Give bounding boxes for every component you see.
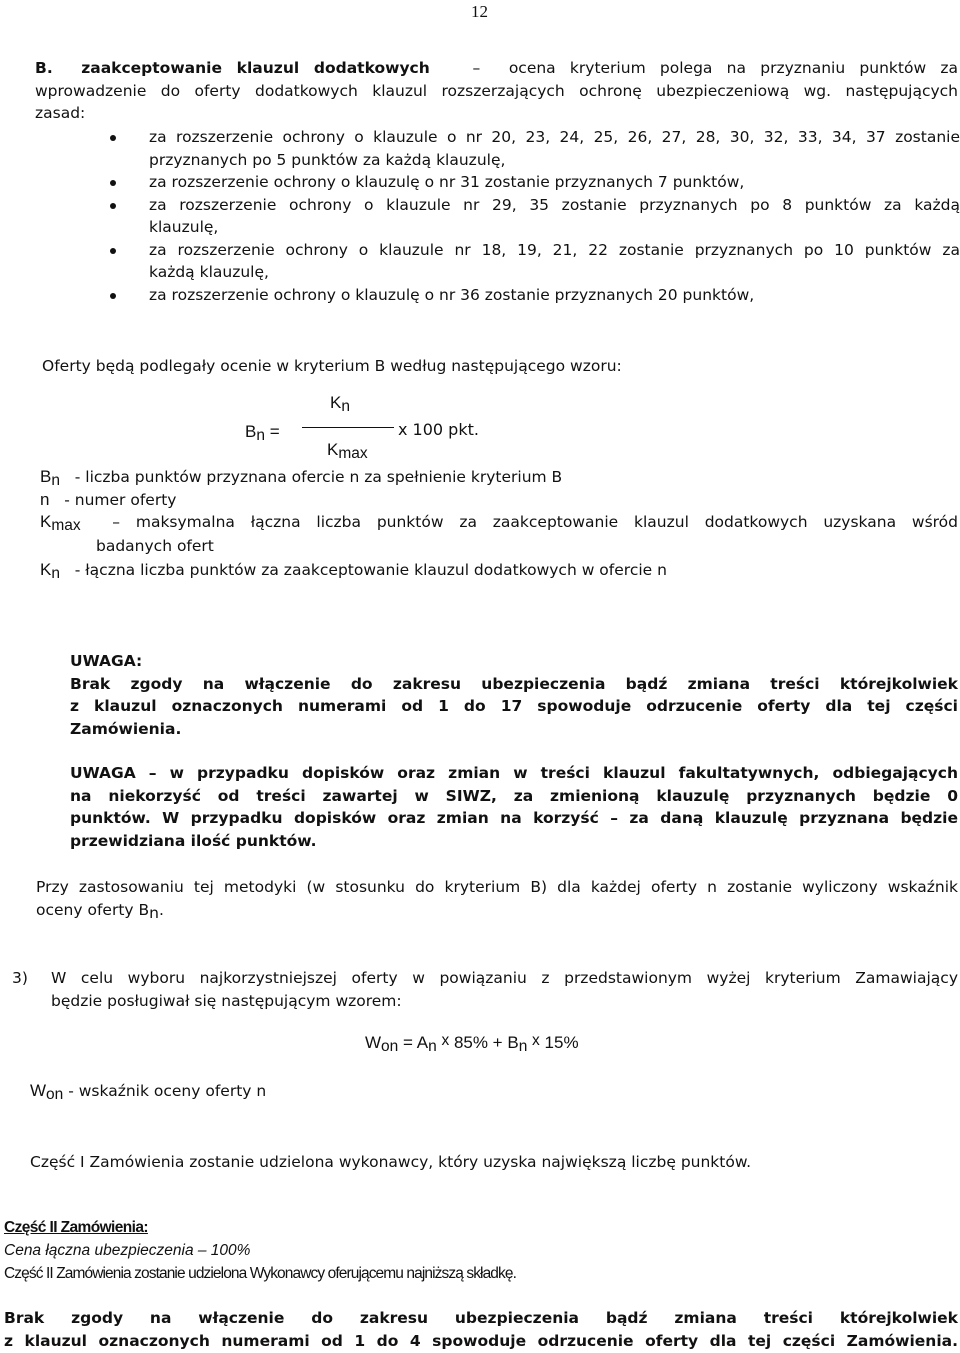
fraction-line: [302, 427, 394, 428]
legend-item-bn: Bn - liczba punktów przyznana ofercie n za spełnienie kryterium B: [40, 467, 563, 489]
bullet-icon: [110, 203, 116, 209]
method-note: Przy zastosowaniu tej metodyki (w stosunku do kryterium B) dla każdej oferty n zostanie wyliczony wskaźnik oceny oferty Bn.: [36, 878, 958, 922]
w-legend: Won - wskaźnik oceny oferty n: [30, 1081, 267, 1103]
section-b-line2: wprowadzenie do oferty dodatkowych klauzul rozszerzających ochronę ubezpieczeniową wg. następujących: [35, 81, 958, 100]
section-b-line3: zasad:: [35, 104, 86, 122]
part-2-heading: Część II Zamówienia:: [4, 1219, 148, 1236]
legend-item-n: n - numer oferty: [40, 490, 177, 509]
part-1-award: Część I Zamówienia zostanie udzielona wykonawcy, który uzyska największą liczbę punktów.: [30, 1153, 752, 1171]
formula-w: Won = An x 85% + Bn x 15%: [365, 1032, 579, 1055]
formula-numerator: Kn: [330, 393, 350, 415]
section-b-line1: [35, 57, 958, 80]
part-2-award: Część II Zamówienia zostanie udzielona Wykonawcy oferującemu najniższą składkę.: [4, 1265, 517, 1282]
bullet-icon: [110, 293, 116, 299]
list-item: za rozszerzenie ochrony o klauzule nr 18, 19, 21, 22 zostanie przyznanych po 10 punktów za każdą klauzulę,: [110, 239, 960, 284]
section-b: [35, 57, 958, 125]
point-3-number: 3): [12, 969, 28, 987]
part-2-section: [4, 1216, 958, 1285]
formula-multiplier: x 100 pkt.: [398, 420, 479, 439]
final-warning: Brak zgody na włączenie do zakresu ubezpieczenia bądź zmiana treści którejkolwiek z klauzul oznaczonych numerami od 1 do 4 spowoduje odrzucenie oferty dla tej części Zamówienia.: [4, 1309, 958, 1350]
bullet-icon: [110, 180, 116, 186]
section-b-dash: –: [472, 59, 481, 77]
warning-note-2: UWAGA – w przypadku dopisków oraz zmian w treści klauzul fakultatywnych, odbiegających na niekorzyść od treści zawartej w SIWZ, za zmienioną klauzulę przyznanych będzie 0 punktów. W przypadku dopisków oraz zmian na korzyść – za daną klauzulę przyznana będzie przewidziana ilość punktów.: [70, 764, 958, 850]
page-number: 12: [471, 2, 488, 21]
formula-denominator: Kmax: [327, 440, 368, 462]
point-3-text: W celu wyboru najkorzystniejszej oferty w powiązaniu z przedstawionym wyżej kryterium Zamawiający będzie posługiwał się następującym wzorem:: [51, 969, 958, 1010]
list-item: za rozszerzenie ochrony o klauzulę o nr 36 zostanie przyznanych 20 punktów,: [110, 284, 960, 307]
warning-heading: UWAGA:: [70, 652, 143, 670]
part-2-criterion: Cena łączna ubezpieczenia – 100%: [4, 1242, 251, 1259]
scoring-rules-list: [110, 126, 960, 306]
section-b-label: B.: [35, 59, 53, 77]
bullet-icon: [110, 248, 116, 254]
formula-intro: Oferty będą podlegały ocenie w kryterium B według następującego wzoru:: [42, 357, 622, 375]
section-b-title: zaakceptowanie klauzul dodatkowych: [81, 59, 430, 77]
legend-item-kn: Kn - łączna liczba punktów za zaakceptowanie klauzul dodatkowych w ofercie n: [40, 560, 667, 582]
list-item: za rozszerzenie ochrony o klauzule nr 29, 35 zostanie przyznanych po 8 punktów za każdą klauzulę,: [110, 194, 960, 239]
list-item: za rozszerzenie ochrony o klauzule o nr 20, 23, 24, 25, 26, 27, 28, 30, 32, 33, 34, 37 zostanie przyznanych po 5 punktów za każdą klauzulę,: [110, 126, 960, 171]
section-b-text: ocena kryterium polega na przyznaniu punktów za: [508, 59, 959, 77]
formula-lhs: Bn =: [245, 422, 280, 444]
bullet-icon: [110, 135, 116, 141]
list-item: za rozszerzenie ochrony o klauzulę o nr 31 zostanie przyznanych 7 punktów,: [110, 171, 960, 194]
legend-item-kmax: Kmax – maksymalna łączna liczba punktów za zaakceptowanie klauzul dodatkowych uzyskana wśród badanych ofert: [40, 512, 958, 555]
warning-note-1: UWAGA: Brak zgody na włączenie do zakresu ubezpieczenia bądź zmiana treści którejkolwiek z klauzul oznaczonych numerami od 1 do 17 spowoduje odrzucenie oferty dla tej części Zamówienia.: [70, 652, 958, 738]
